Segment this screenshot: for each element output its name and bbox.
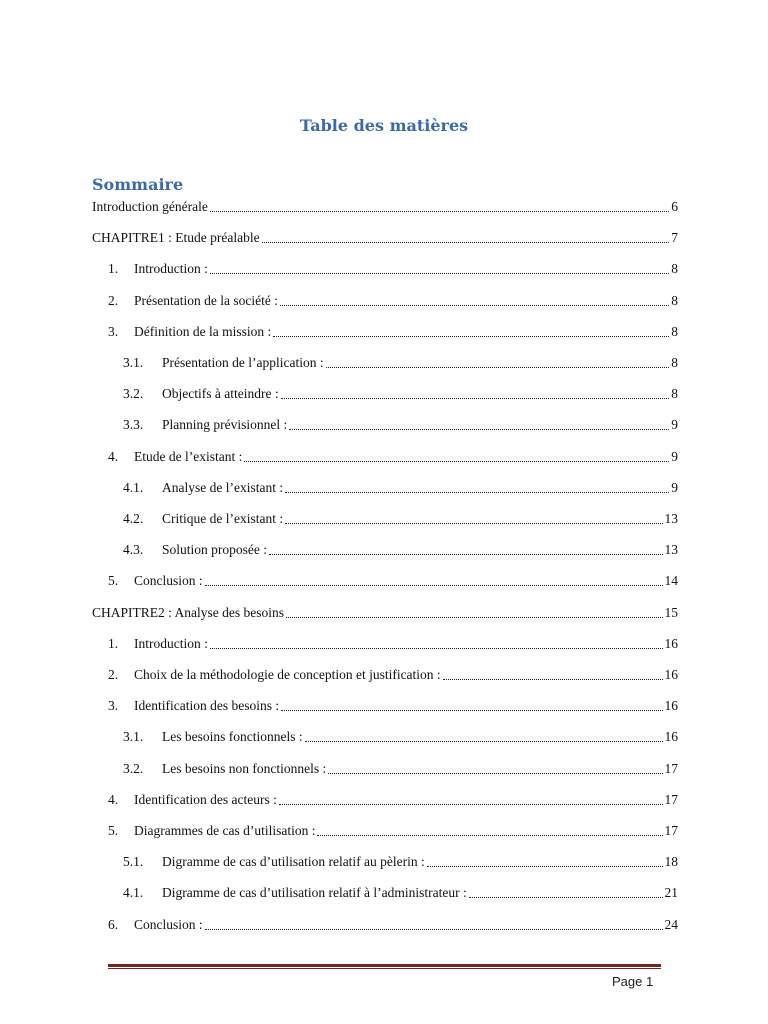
toc-entry-title: Identification des acteurs : [134, 791, 277, 807]
toc-entry-title: CHAPITRE1 : Etude préalable [92, 230, 260, 246]
toc-entry-title: Introduction : [134, 261, 208, 277]
footer-rule-thick [108, 964, 661, 967]
toc-leader-dots [205, 572, 663, 586]
toc-entry[interactable] [123, 479, 678, 497]
toc-entry-number: 4. [108, 791, 119, 807]
toc-entry-page: 8 [671, 292, 678, 308]
toc-entry-page: 17 [664, 760, 678, 776]
toc-entry[interactable] [108, 822, 678, 840]
toc-leader-dots [273, 323, 669, 337]
toc-entry-title: Présentation de la société : [134, 292, 278, 308]
toc-leader-dots [210, 260, 669, 274]
toc-leader-dots [210, 635, 663, 649]
toc-entry-page: 6 [671, 199, 678, 214]
toc-entry-page: 16 [664, 635, 678, 651]
toc-entry[interactable] [123, 354, 678, 372]
toc-entry-title: Présentation de l’application : [162, 355, 324, 370]
toc-entry-title: Digramme de cas d’utilisation relatif au pèlerin : [162, 854, 425, 870]
toc-entry[interactable] [123, 510, 678, 528]
footer-rule-thin [108, 968, 661, 969]
toc-entry[interactable] [92, 198, 678, 216]
toc-entry-page: 16 [664, 729, 678, 745]
toc-leader-dots [281, 385, 670, 399]
toc-entry-title: Conclusion : [134, 573, 203, 589]
toc-entry-title: Analyse de l’existant : [162, 479, 284, 495]
toc-entry-title: CHAPITRE2 : Analyse des besoins [92, 604, 284, 620]
toc-entry-page: 8 [671, 261, 678, 277]
toc-leader-dots [317, 822, 662, 836]
toc-entry-title: Définition de la mission : [134, 323, 272, 339]
toc-entry-number: 2. [108, 667, 119, 682]
toc-entry-number: 1. [108, 261, 119, 277]
toc-leader-dots [279, 791, 663, 805]
toc-entry[interactable] [92, 229, 678, 247]
toc-entry-number: 3. [108, 323, 119, 339]
toc-entry-page: 7 [671, 230, 678, 246]
toc-entry-number: 5.1. [123, 854, 144, 870]
toc-leader-dots [285, 479, 669, 493]
toc-entry-title: Conclusion : [134, 916, 203, 932]
toc-entry-page: 24 [664, 916, 678, 932]
toc-entry-page: 9 [671, 448, 678, 464]
toc-entry[interactable] [108, 916, 678, 934]
toc-entry-page: 8 [671, 323, 678, 339]
toc-entry-page: 13 [664, 542, 678, 558]
toc-entry-page: 18 [664, 854, 678, 870]
toc-leader-dots [427, 853, 663, 867]
sommaire-heading: Sommaire [92, 175, 184, 194]
toc-leader-dots [443, 666, 663, 680]
toc-entry-page: 9 [671, 479, 678, 495]
toc-entry[interactable] [123, 884, 678, 902]
toc-leader-dots [326, 354, 670, 368]
toc-entry-title: Diagrammes de cas d’utilisation : [134, 823, 316, 838]
toc-leader-dots [205, 916, 663, 930]
toc-entry[interactable] [108, 448, 678, 466]
toc-entry[interactable] [123, 541, 678, 559]
toc-entry[interactable] [123, 385, 678, 403]
toc-entry-page: 14 [664, 573, 678, 589]
toc-entry-page: 17 [664, 823, 678, 838]
toc-entry-title: Digramme de cas d’utilisation relatif à l’administrateur : [162, 885, 467, 901]
toc-entry[interactable] [108, 697, 678, 715]
toc-entry[interactable] [108, 292, 678, 310]
toc-entry-title: Introduction : [134, 635, 208, 651]
toc-entry[interactable] [123, 853, 678, 871]
toc-entry-page: 16 [664, 667, 678, 682]
toc-leader-dots [285, 510, 662, 524]
toc-entry-title: Les besoins fonctionnels : [162, 729, 303, 745]
toc-leader-dots [280, 292, 669, 306]
toc-entry-number: 2. [108, 292, 119, 308]
toc-entry[interactable] [108, 323, 678, 341]
toc-entry-number: 3.1. [123, 355, 144, 370]
toc-entry-page: 13 [664, 511, 678, 526]
toc-entry-number: 4. [108, 448, 119, 464]
toc-entry-title: Choix de la méthodologie de conception et justification : [134, 667, 441, 682]
toc-entry-number: 5. [108, 823, 119, 838]
toc-leader-dots [262, 229, 670, 243]
toc-entry-number: 1. [108, 635, 119, 651]
toc-entry-page: 15 [664, 604, 678, 620]
toc-entry-number: 3.3. [123, 417, 144, 433]
toc-entry[interactable] [92, 604, 678, 622]
toc-entry-title: Planning prévisionnel : [162, 417, 288, 433]
toc-leader-dots [305, 728, 663, 742]
toc-entry[interactable] [108, 260, 678, 278]
toc-entry-page: 16 [664, 698, 678, 714]
toc-leader-dots [281, 697, 662, 711]
document-title: Table des matières [299, 116, 469, 135]
toc-entry-number: 5. [108, 573, 119, 589]
toc-leader-dots [210, 198, 669, 212]
toc-entry-number: 4.2. [123, 511, 144, 526]
toc-leader-dots [289, 416, 669, 430]
toc-leader-dots [269, 541, 663, 555]
toc-entry[interactable] [123, 760, 678, 778]
toc-leader-dots [244, 448, 669, 462]
toc-entry[interactable] [123, 416, 678, 434]
toc-entry-number: 3.1. [123, 729, 144, 745]
toc-entry[interactable] [108, 635, 678, 653]
toc-entry[interactable] [123, 728, 678, 746]
toc-entry-number: 6. [108, 916, 119, 932]
toc-entry-title: Objectifs à atteindre : [162, 386, 279, 402]
toc-entry-page: 8 [671, 355, 678, 370]
toc-entry-page: 9 [671, 417, 678, 433]
toc-entry[interactable] [108, 666, 678, 684]
toc-entry[interactable] [108, 572, 678, 590]
toc-entry-title: Introduction générale [92, 199, 208, 214]
toc-entry-title: Identification des besoins : [134, 698, 280, 714]
toc-entry-number: 3.2. [123, 386, 144, 402]
page-number: Page 1 [612, 974, 654, 989]
toc-entry-number: 3.2. [123, 760, 144, 776]
toc-entry-page: 17 [664, 791, 678, 807]
toc-entry-title: Les besoins non fonctionnels : [162, 760, 327, 776]
toc-entry-title: Critique de l’existant : [162, 511, 284, 526]
toc-entry-title: Etude de l’existant : [134, 448, 243, 464]
toc-entry-title: Solution proposée : [162, 542, 267, 558]
toc-entry-number: 4.1. [123, 885, 144, 901]
toc-entry-page: 21 [664, 885, 678, 901]
toc-leader-dots [469, 884, 663, 898]
toc-entry-page: 8 [671, 386, 678, 402]
toc-entry-number: 3. [108, 698, 119, 714]
toc-leader-dots [286, 604, 663, 618]
toc-entry-number: 4.3. [123, 542, 144, 558]
toc-leader-dots [328, 760, 662, 774]
toc-entry[interactable] [108, 791, 678, 809]
toc-entry-number: 4.1. [123, 479, 144, 495]
